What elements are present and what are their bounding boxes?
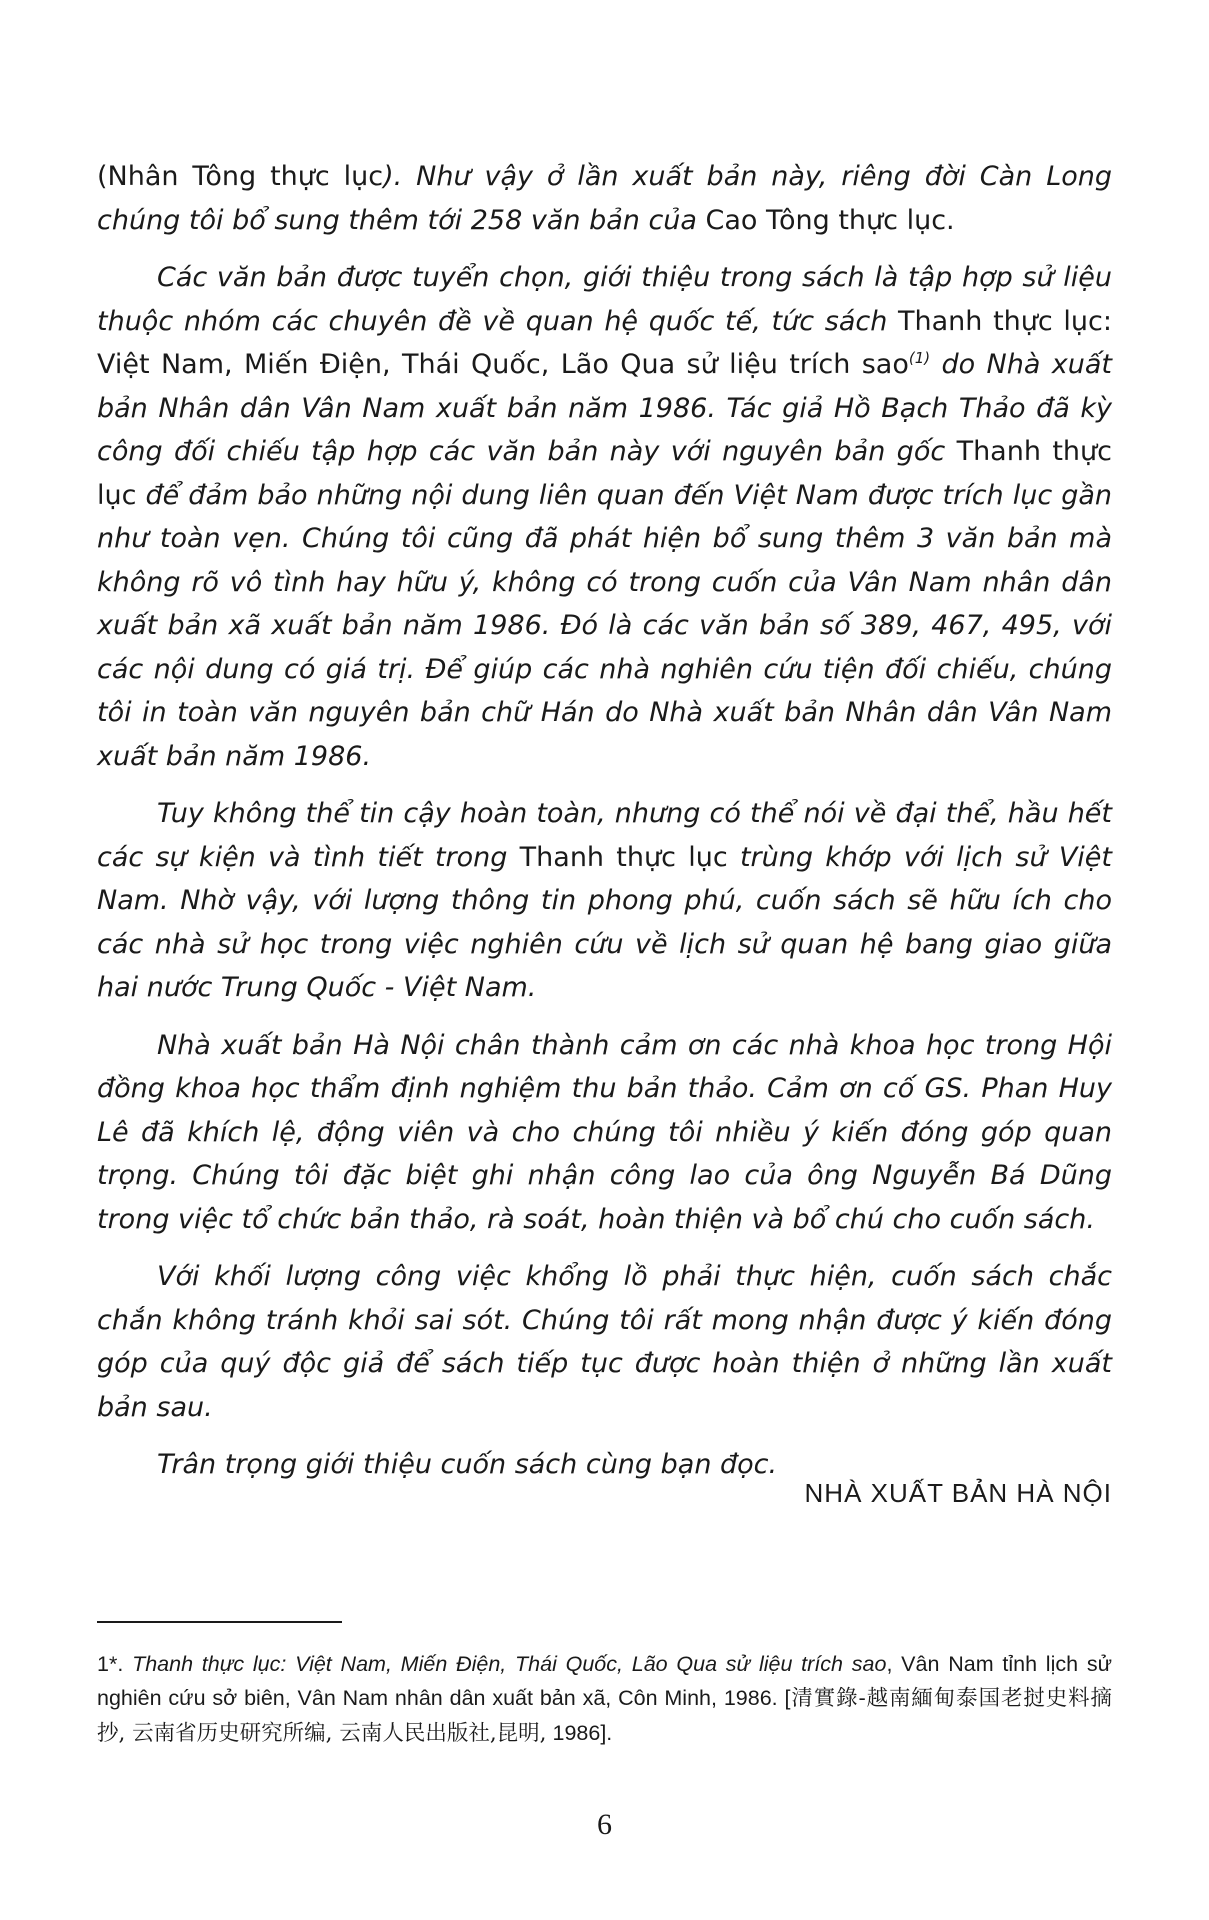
text-span: để đảm bảo những nội dung liên quan đến Việt Nam được trích lục gần như toàn vẹn. Chúng tôi cũng đã phát hiện bổ sung thêm 3 văn bản mà không rõ vô tình hay hữu ý, không có trong cuốn của Vân Nam nhân dân xuất bản xã xuất bản năm 1986. Đó là các văn bản số 389, 467, 495, với các nội dung có giá trị. Để giúp các nhà nghiên cứu tiện đối chiếu, chúng tôi in toàn văn nguyên bản chữ Hán do Nhà xuất bản Nhân dân Vân Nam xuất bản năm 1986. xyxy=(97,479,1112,772)
footnote-reference: (1) xyxy=(908,349,931,367)
text-span: (Nhân Tông thực lục xyxy=(97,161,384,192)
footnote-chinese-text: 清實錄-越南緬甸泰国老挝史料摘抄, 云南省历史研究所编, 云南人民出版社,昆明, xyxy=(97,1686,1112,1746)
body-text xyxy=(97,155,1112,1501)
footnote-title: Thanh thực lục: Việt Nam, Miến Điện, Thái Quốc, Lão Qua sử liệu trích sao xyxy=(132,1652,887,1676)
text-span: Tuy không thể tin cậy hoàn toàn, nhưng có thể nói về đại thể, hầu hết các sự kiện và tình tiết trong xyxy=(97,798,1112,873)
footnote-divider xyxy=(97,1621,342,1623)
paragraph-5: Với khối lượng công việc khổng lồ phải thực hiện, cuốn sách chắc chắn không tránh khỏi sai sót. Chúng tôi rất mong nhận được ý kiến đóng góp của quý độc giả để sách tiếp tục được hoàn thiện ở những lần xuất bản sau. xyxy=(97,1261,1112,1423)
paragraph-4: Nhà xuất bản Hà Nội chân thành cảm ơn các nhà khoa học trong Hội đồng khoa học thẩm định nghiệm thu bản thảo. Cảm ơn cố GS. Phan Huy Lê đã khích lệ, động viên và cho chúng tôi nhiều ý kiến đóng góp quan trọng. Chúng tôi đặc biệt ghi nhận công lao của ông Nguyễn Bá Dũng trong việc tổ chức bản thảo, rà soát, hoàn thiện và bổ chú cho cuốn sách. xyxy=(97,1029,1112,1235)
footnote-marker: 1*. xyxy=(97,1652,133,1676)
book-title: Cao Tông thực lục. xyxy=(705,204,955,236)
footnote-text: , Vân Nam tỉnh lịch sử nghiên cứu sở biên, Vân Nam nhân dân xuất bản xã, Côn Minh, 1986. [ xyxy=(97,1652,1112,1710)
text-span: trùng khớp với lịch sử Việt Nam. Nhờ vậy, với lượng thông tin phong phú, cuốn sách sẽ hữu ích cho các nhà sử học trong việc nghiên cứu về lịch sử quan hệ bang giao giữa hai nước Trung Quốc - Việt Nam. xyxy=(97,841,1113,1003)
book-title: Thanh thực lục xyxy=(519,841,728,873)
footnote-text-end: 1986]. xyxy=(546,1721,613,1745)
footnote xyxy=(97,1647,1112,1751)
publisher-signature: NHÀ XUẤT BẢN HÀ NỘI xyxy=(804,1478,1112,1508)
book-title: Thanh thực lục: Việt Nam, Miến Điện, Thái Quốc, Lão Qua sử liệu trích sao xyxy=(97,305,1112,380)
paragraph-2 xyxy=(97,256,1112,778)
paragraph-6: Trân trọng giới thiệu cuốn sách cùng bạn đọc. xyxy=(157,1449,778,1480)
text-span: Các văn bản được tuyển chọn, giới thiệu trong sách là tập hợp sử liệu thuộc nhóm các chuyên đề về quan hệ quốc tế, tức sách xyxy=(97,262,1112,337)
paragraph-3 xyxy=(97,792,1112,1010)
text-span: do Nhà xuất bản Nhân dân Vân Nam xuất bản năm 1986. Tác giả Hồ Bạch Thảo đã kỳ công đối chiếu tập hợp các văn bản này với nguyên bản gốc xyxy=(97,349,1112,467)
book-title: Thanh thực lục xyxy=(97,436,1112,511)
page-number: 6 xyxy=(597,1808,612,1841)
paragraph-1 xyxy=(97,155,1112,242)
text-span: ). Như vậy ở lần xuất bản này, riêng đời Càn Long chúng tôi bổ sung thêm tới 258 văn bản của xyxy=(97,161,1113,236)
